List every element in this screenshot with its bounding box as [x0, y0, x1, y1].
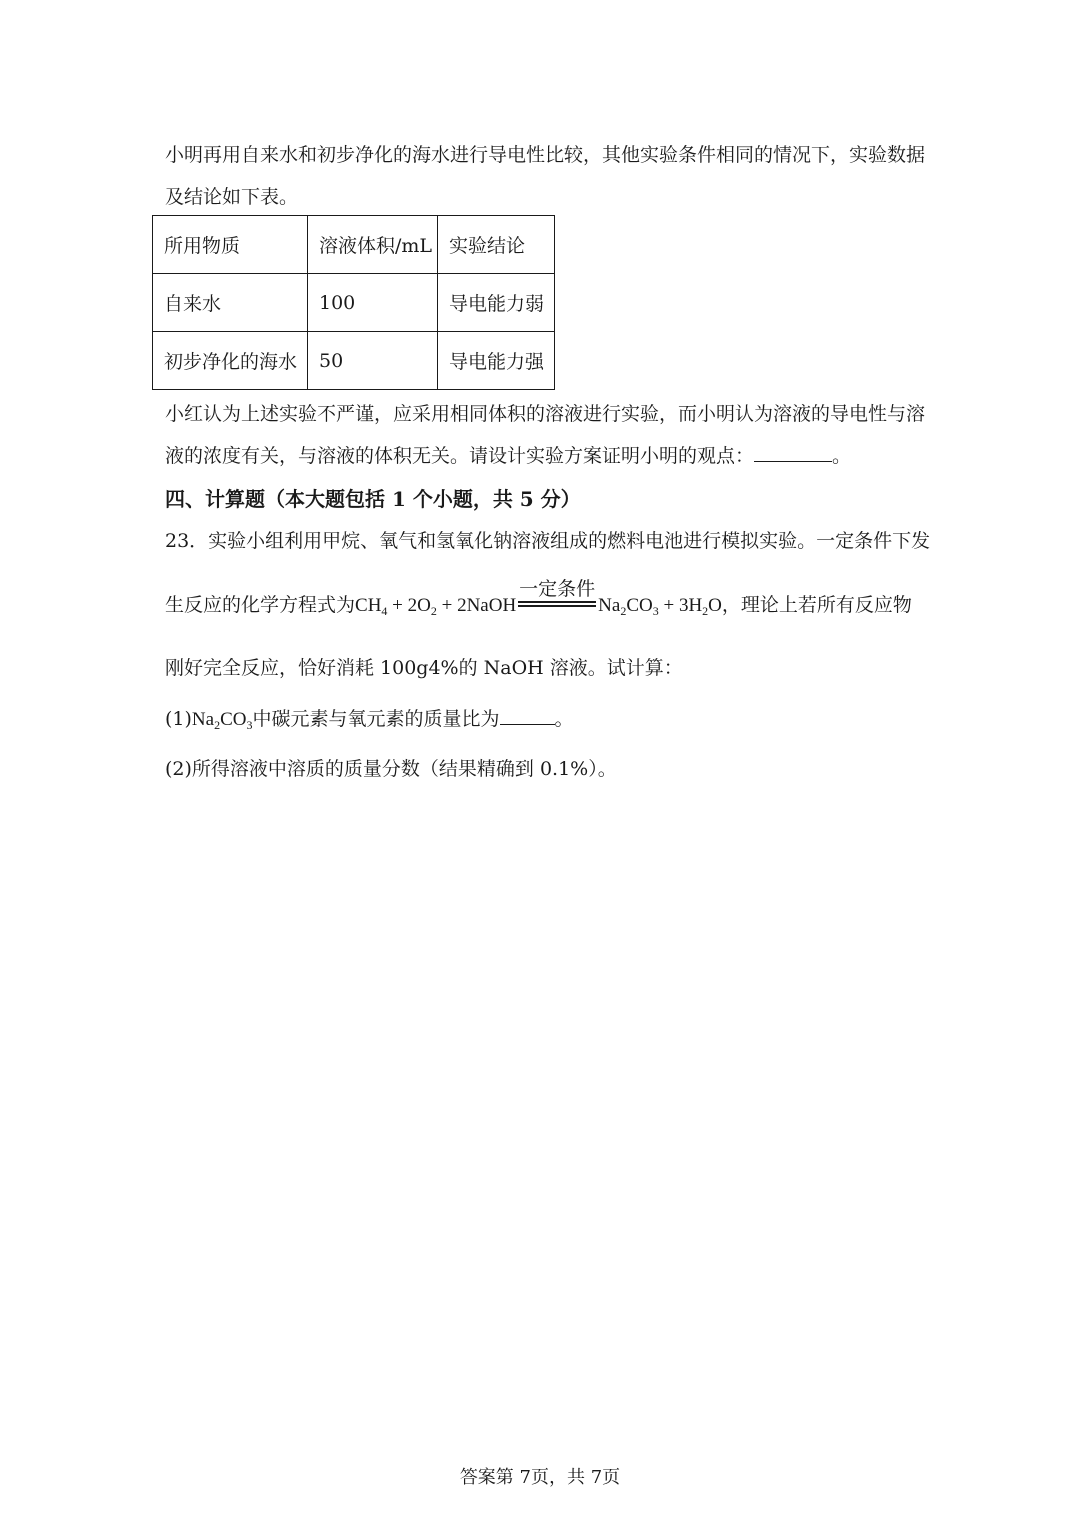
- answer-blank: [500, 710, 555, 725]
- discussion-line-2-text: 液的浓度有关，与溶液的体积无关。请设计实验方案证明小明的观点：: [165, 445, 755, 467]
- table-header-cell: 所用物质: [153, 216, 308, 274]
- equation-reactants: $CH_4 + 2O_2$ + 2NaOH: [355, 595, 517, 618]
- sub-1-formula: $Na_2CO_3$: [191, 709, 253, 732]
- table-cell: 100: [308, 274, 438, 332]
- intro-line-1: 小明再用自来水和初步净化的海水进行导电性比较，其他实验条件相同的情况下，实验数据: [165, 144, 926, 166]
- table-cell: 50: [308, 332, 438, 390]
- reaction-condition: 一定条件: [519, 578, 596, 600]
- q23-sub-1: [165, 704, 574, 731]
- intro-line-2: 及结论如下表。: [165, 186, 299, 208]
- table-header-row: [153, 216, 555, 274]
- q23-line-1: 23．实验小组利用甲烷、氧气和氢氧化钠溶液组成的燃料电池进行模拟实验。一定条件下发: [165, 530, 931, 552]
- discussion-line-1: 小红认为上述实验不严谨，应采用相同体积的溶液进行实验，而小明认为溶液的导电性与溶: [165, 403, 926, 425]
- q23-line-2-suffix: ，理论上若所有反应物: [721, 594, 912, 616]
- equation-products: $Na_2CO_3 + 3H_2O$: [598, 595, 722, 618]
- sub-1-text: 中碳元素与氧元素的质量比为: [252, 708, 500, 730]
- table-header-cell: 实验结论: [438, 216, 555, 274]
- reaction-arrow: [518, 578, 596, 616]
- page-footer: 答案第 7页，共 7页: [459, 1467, 621, 1488]
- discussion-line-2: [165, 441, 851, 468]
- q23-line-3: 刚好完全反应，恰好消耗 100g4%的 NaOH 溶液。试计算：: [165, 657, 683, 679]
- table-header-cell: 溶液体积/mL: [308, 216, 438, 274]
- sub-1-end: 。: [554, 708, 574, 730]
- table-cell: 导电能力弱: [438, 274, 555, 332]
- q23-sub-2: (2)所得溶液中溶质的质量分数（结果精确到 0.1%）。: [165, 758, 617, 780]
- table-row: [153, 332, 555, 390]
- table-row: [153, 274, 555, 332]
- table-cell: 初步净化的海水: [153, 332, 308, 390]
- discussion-line-2-end: 。: [832, 445, 852, 467]
- table-cell: 自来水: [153, 274, 308, 332]
- q23-line-2-prefix: 生反应的化学方程式为: [165, 594, 356, 616]
- sub-1-number: (1): [165, 708, 192, 730]
- answer-blank: [754, 447, 832, 462]
- section-title: 四、计算题（本大题包括 1 个小题，共 5 分）: [165, 487, 581, 511]
- table-cell: 导电能力强: [438, 332, 555, 390]
- q23-equation-line: [165, 578, 912, 618]
- data-table: [152, 215, 555, 390]
